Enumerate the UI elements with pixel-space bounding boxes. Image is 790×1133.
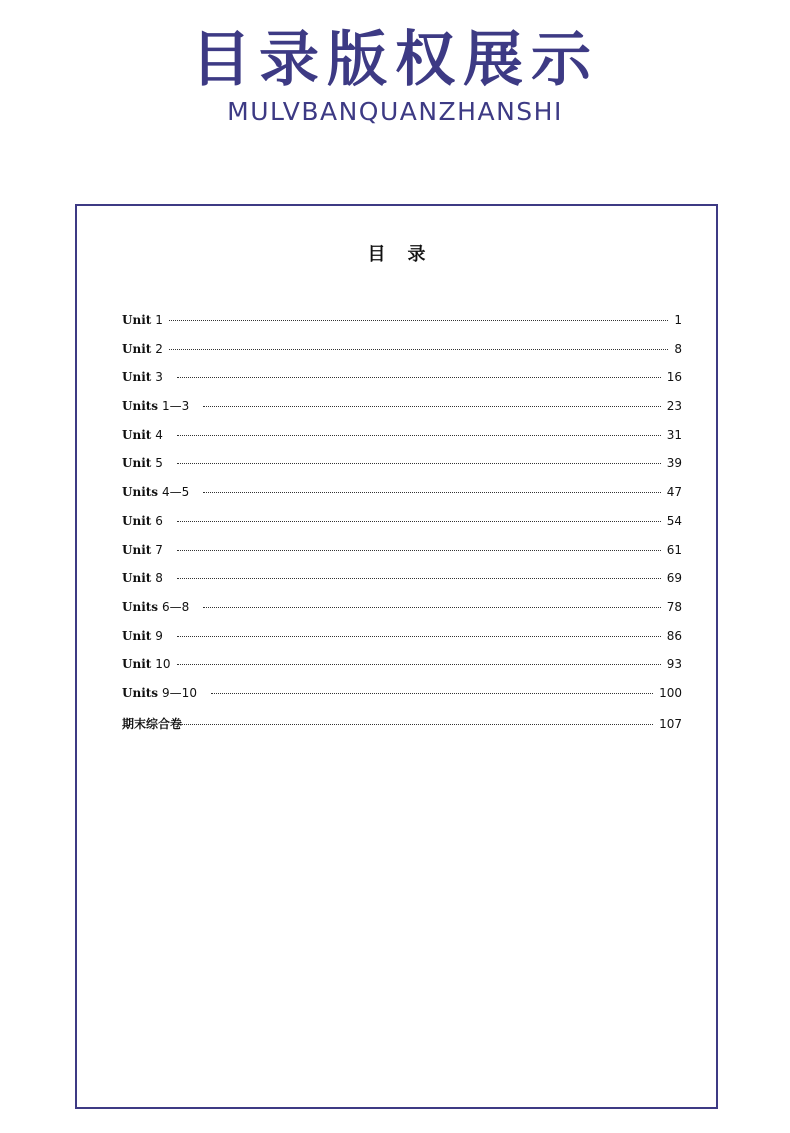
toc-heading-left: 目 xyxy=(367,244,386,265)
toc-entry-page: 1 xyxy=(674,313,682,327)
toc-entry[interactable] xyxy=(122,399,682,428)
toc-entry-prefix: Unit xyxy=(122,571,152,586)
toc-entry-label xyxy=(122,485,189,499)
toc-entry-page: 39 xyxy=(666,456,682,471)
toc-entry-page: 86 xyxy=(666,628,682,643)
toc-dot-leader xyxy=(203,406,660,407)
toc-entry-number: 4 xyxy=(155,427,163,442)
toc-entry-page: 31 xyxy=(666,427,682,442)
toc-entry-page: 100 xyxy=(659,685,682,700)
toc-entry-number: 8 xyxy=(155,571,163,586)
toc-entry[interactable] xyxy=(122,514,682,543)
toc-entry-number: 6 xyxy=(155,513,163,528)
toc-dot-leader xyxy=(182,724,653,725)
toc-dot-leader xyxy=(211,693,653,694)
toc-entry-prefix: Units xyxy=(122,399,159,414)
toc-entry-page: 8 xyxy=(674,341,682,356)
toc-entry-number: 9 xyxy=(155,628,163,643)
toc-entry-number: 6—8 xyxy=(162,599,190,614)
toc-entry-label xyxy=(122,342,163,356)
toc-dot-leader xyxy=(177,435,661,436)
toc-entry-page: 23 xyxy=(666,399,682,414)
toc-heading-right: 录 xyxy=(407,244,426,265)
toc-entry-page: 69 xyxy=(666,571,682,586)
toc-entry-page: 16 xyxy=(666,370,682,385)
toc-dot-leader xyxy=(177,664,661,665)
toc-entry-page: 61 xyxy=(666,542,682,557)
toc-entry[interactable] xyxy=(122,313,682,342)
toc-dot-leader xyxy=(169,349,668,350)
toc-entry-label xyxy=(122,715,182,732)
toc-entry-label xyxy=(122,514,163,528)
toc-entry-label xyxy=(122,629,163,643)
toc-dot-leader xyxy=(177,463,661,464)
toc-entry-prefix: Units xyxy=(122,685,159,700)
toc-entry-prefix: Unit xyxy=(122,513,152,528)
toc-entry-label xyxy=(122,657,171,671)
toc-entry-page: 107 xyxy=(659,716,682,731)
toc-entry[interactable] xyxy=(122,629,682,658)
toc-entry-prefix: Units xyxy=(122,485,159,500)
toc-heading xyxy=(77,243,716,267)
toc-entry-prefix: Unit xyxy=(122,456,152,471)
toc-entry[interactable] xyxy=(122,600,682,629)
toc-entry-number: 9—10 xyxy=(162,685,197,700)
toc-entry-prefix: Unit xyxy=(122,341,152,356)
toc-entry-number: 4—5 xyxy=(162,485,190,500)
toc-entry[interactable] xyxy=(122,428,682,457)
toc-entry-prefix: Unit xyxy=(122,657,152,672)
page-title: 目录版权展示 xyxy=(191,25,599,95)
toc-entry[interactable] xyxy=(122,543,682,572)
toc-entry-page: 47 xyxy=(666,485,682,500)
toc-entry-prefix: 期末综合卷 xyxy=(122,716,183,731)
toc-entry[interactable] xyxy=(122,370,682,399)
toc-entry[interactable] xyxy=(122,657,682,686)
toc-dot-leader xyxy=(169,320,668,321)
toc-entry-prefix: Unit xyxy=(122,542,152,557)
toc-entry-page: 93 xyxy=(666,657,682,672)
toc-entry-page: 78 xyxy=(666,599,682,614)
toc-entry-label xyxy=(122,313,163,327)
toc-entry-number: 3 xyxy=(155,370,163,385)
toc-entry-number: 1 xyxy=(155,313,163,327)
toc-entry-prefix: Unit xyxy=(122,427,152,442)
toc-entry-label xyxy=(122,428,163,442)
toc-entry-prefix: Unit xyxy=(122,628,152,643)
toc-entry-label xyxy=(122,686,197,700)
toc-entry[interactable] xyxy=(122,686,682,715)
toc-dot-leader xyxy=(177,377,661,378)
toc-entry-prefix: Unit xyxy=(122,370,152,385)
toc-entry[interactable] xyxy=(122,571,682,600)
toc-list xyxy=(122,313,682,743)
toc-entry-number: 1—3 xyxy=(162,399,190,414)
toc-entry-label xyxy=(122,571,163,585)
toc-entry-number: 5 xyxy=(155,456,163,471)
toc-frame xyxy=(75,204,718,1109)
toc-entry-number: 2 xyxy=(155,341,163,356)
toc-dot-leader xyxy=(177,636,661,637)
toc-entry-prefix: Units xyxy=(122,599,159,614)
toc-entry-page: 54 xyxy=(666,513,682,528)
toc-entry[interactable] xyxy=(122,715,682,744)
toc-entry-label xyxy=(122,370,163,384)
toc-entry-label xyxy=(122,399,189,413)
toc-entry-prefix: Unit xyxy=(122,313,152,327)
toc-entry[interactable] xyxy=(122,342,682,371)
toc-entry[interactable] xyxy=(122,485,682,514)
toc-entry-number: 7 xyxy=(155,542,163,557)
toc-dot-leader xyxy=(177,550,661,551)
toc-entry-label xyxy=(122,456,163,470)
toc-dot-leader xyxy=(177,521,661,522)
toc-entry-label xyxy=(122,543,163,557)
toc-dot-leader xyxy=(177,578,661,579)
page-subtitle: MULVBANQUANZHANSHI xyxy=(227,97,563,126)
toc-entry-label xyxy=(122,600,189,614)
toc-entry[interactable] xyxy=(122,456,682,485)
toc-dot-leader xyxy=(203,492,660,493)
toc-entry-number: 10 xyxy=(155,657,171,672)
toc-dot-leader xyxy=(203,607,660,608)
